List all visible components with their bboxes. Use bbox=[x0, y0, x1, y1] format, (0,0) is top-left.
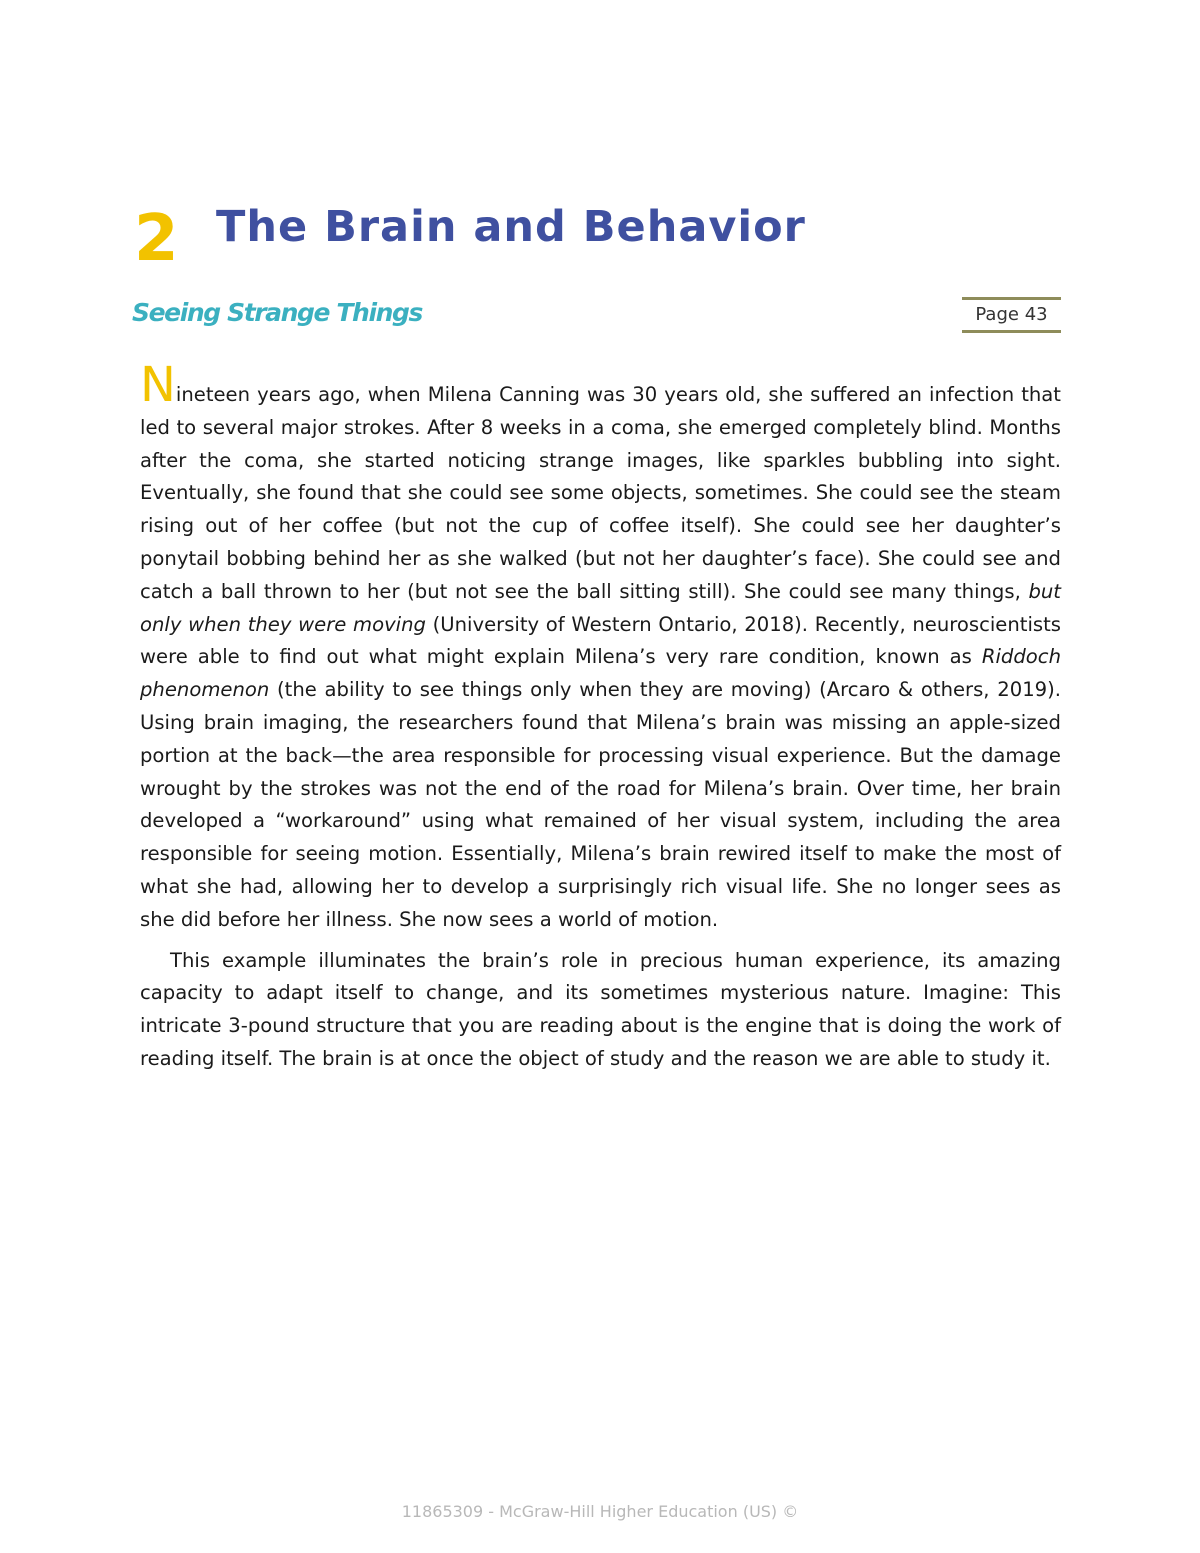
paragraph-1-emphasis-2: Riddoch phenomenon bbox=[140, 645, 1061, 702]
paragraph-1-lead: ineteen years ago, when Milena Canning was 30 years old, she suffered an infection that led to several major strokes. After 8 weeks in a coma, she emerged completely blind. Months after the coma, she started noticing strange images, like sparkles bubbling into sight. Eventually, she found that she could see some objects, sometimes. She could see the steam rising out of her coffee (but not the cup of coffee itself). She could see her daughter’s ponytail bobbing behind her as she walked (but not her daughter’s face). She could see and catch a ball thrown to her (but not see the ball sitting still). She could see many things, bbox=[140, 383, 1061, 603]
chapter-header bbox=[134, 198, 1074, 278]
paragraph-1-middle: (University of Western Ontario, 2018). Recently, neuroscientists were able to find out what might explain Milena’s very rare condition, known as bbox=[140, 612, 1061, 669]
section-title: Seeing Strange Things bbox=[132, 298, 422, 327]
paragraph-1-tail: (the ability to see things only when they are moving) (Arcaro & others, 2019). Using brain imaging, the researchers found that Milena’s brain was missing an apple-sized portion at the back—the area responsible for processing visual experience. But the damage wrought by the strokes was not the end of the road for Milena’s brain. Over time, her brain developed a “workaround” using what remained of her visual system, including the area responsible for seeing motion. Essentially, Milena’s brain rewired itself to make the most of what she had, allowing her to develop a surprisingly rich visual life. She no longer sees as she did before her illness. She now sees a world of motion. bbox=[140, 678, 1061, 931]
drop-cap: N bbox=[140, 357, 176, 413]
chapter-title: The Brain and Behavior bbox=[216, 202, 806, 252]
page-marker: Page 43 bbox=[962, 297, 1061, 333]
paragraph-1-emphasis-1: but only when they were moving bbox=[140, 579, 1061, 636]
footer-copyright: 11865309 - McGraw-Hill Higher Education (US) © bbox=[401, 1502, 799, 1521]
paragraph-1 bbox=[140, 357, 1061, 937]
paragraph-2: This example illuminates the brain’s role in precious human experience, its amazing capacity to adapt itself to change, and its sometimes mysterious nature. Imagine: This intricate 3-pound structure that you are reading about is the engine that is doing the work of reading itself. The brain is at once the object of study and the reason we are able to study it. bbox=[140, 948, 1061, 1070]
body-text bbox=[140, 357, 1061, 1076]
chapter-number: 2 bbox=[134, 202, 179, 276]
